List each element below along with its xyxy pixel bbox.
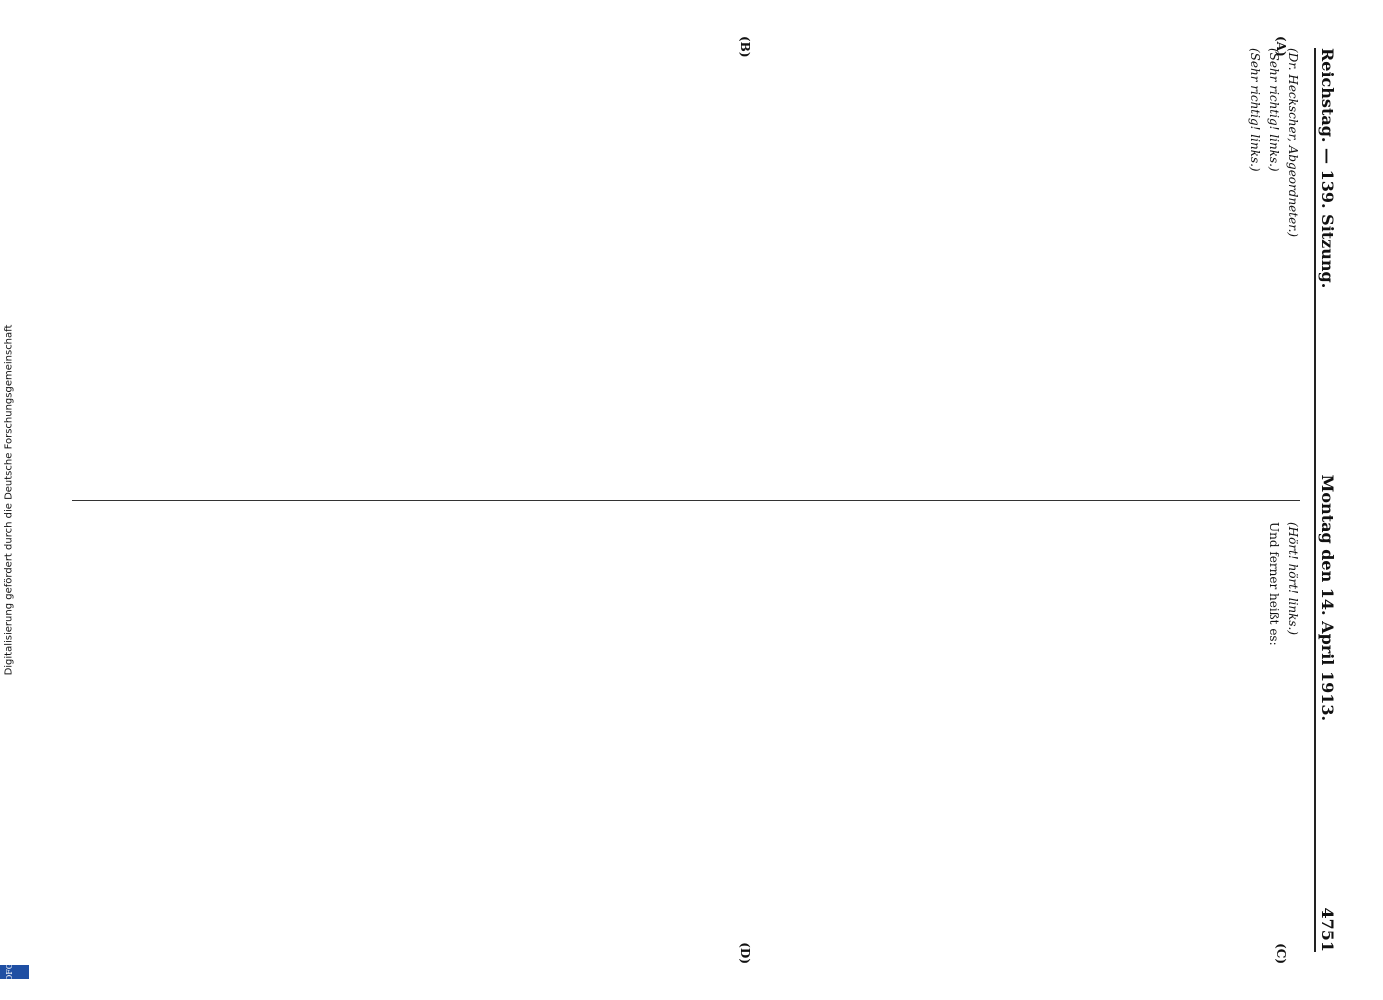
paragraph: Und ferner heißt es: bbox=[1266, 522, 1281, 646]
header-center: Montag den 14. April 1913. bbox=[1317, 474, 1337, 722]
interjection: (Sehr richtig! links.) bbox=[1247, 48, 1262, 172]
dfg-logo: DFG bbox=[0, 965, 29, 979]
rotated-content bbox=[32, 30, 1352, 970]
column-divider bbox=[72, 500, 1300, 501]
right-column bbox=[72, 522, 1300, 952]
left-column bbox=[72, 48, 1300, 478]
speaker-note: (Dr. Heckscher, Abgeordneter.) bbox=[1285, 48, 1300, 238]
margin-marker-a: (A) bbox=[1273, 36, 1288, 57]
header-rule bbox=[1314, 48, 1316, 952]
margin-marker-b: (B) bbox=[737, 36, 752, 58]
margin-marker-d: (D) bbox=[737, 942, 752, 964]
digitization-footer bbox=[0, 0, 18, 1000]
page-header bbox=[1318, 48, 1342, 952]
header-left: Reichstag. — 139. Sitzung. bbox=[1317, 48, 1337, 289]
interjection: (Sehr richtig! links.) bbox=[1266, 48, 1281, 172]
margin-marker-c: (C) bbox=[1273, 943, 1288, 964]
interjection: (Hört! hört! links.) bbox=[1285, 522, 1300, 636]
header-page-number: 4751 bbox=[1317, 907, 1337, 952]
footer-text: Digitalisierung gefördert durch die Deutsche Forschungsgemeinschaft bbox=[3, 324, 15, 676]
